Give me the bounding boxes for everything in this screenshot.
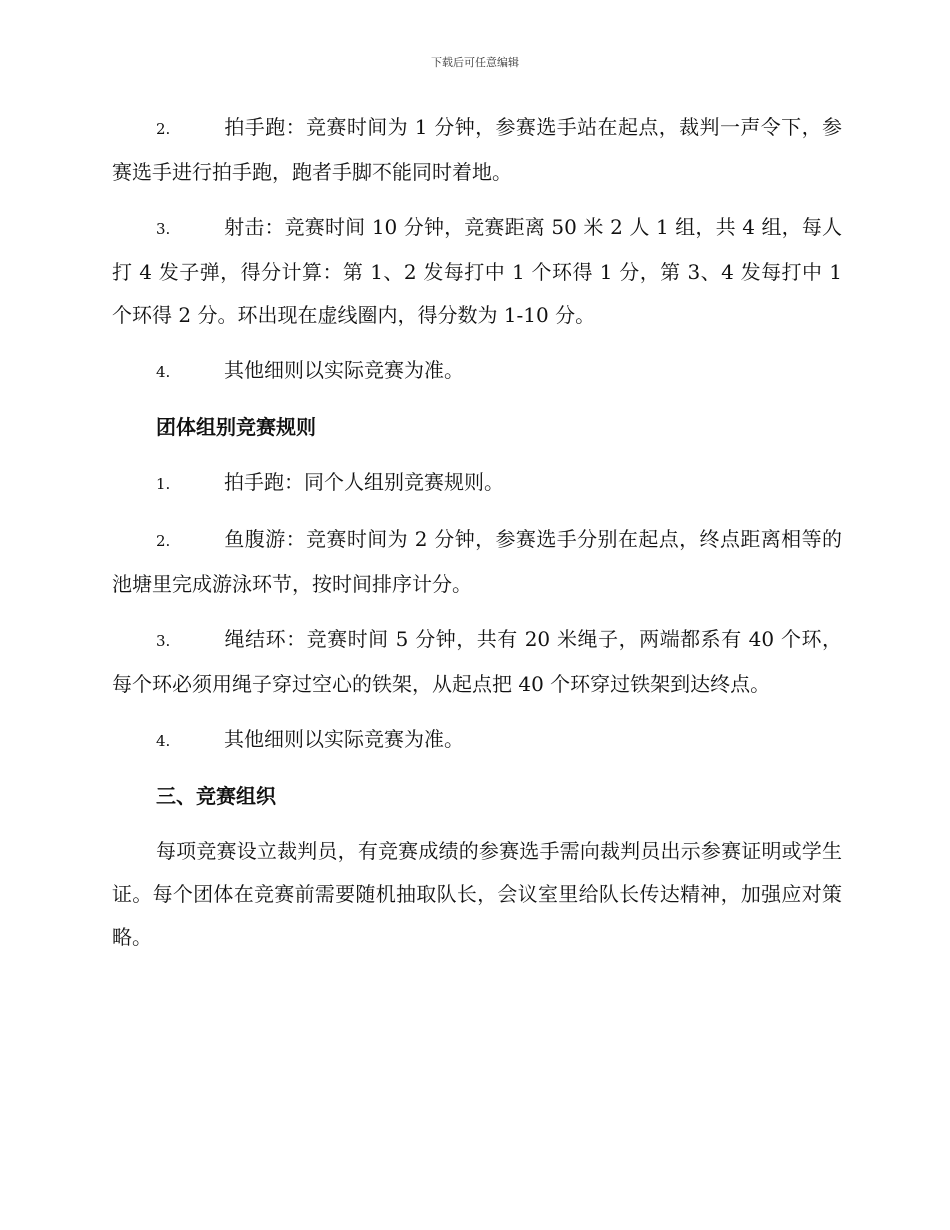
document-body [112,106,842,971]
list-item [112,618,842,706]
page-header: 下载后可任意编辑 [431,56,519,69]
section-heading-organization: 三、竞赛组织 [156,784,276,808]
list-text: 射击：竞赛时间 10 分钟，竞赛距离 50 米 2 人 1 组，共 4 组，每人打 4 发子弹，得分计算：第 1、2 发每打中 1 个环得 1 分，第 3、4 发每打中 1 个环得 2 分。环出现在虚线圈内，得分数为 1-10 分。 [112,215,842,327]
list-number: 3. [156,220,171,238]
list-number: 2. [156,532,171,550]
section-heading-team: 团体组别竞赛规则 [156,415,316,439]
list-text: 鱼腹游：竞赛时间为 2 分钟，参赛选手分别在起点，终点距离相等的池塘里完成游泳环节，按时间排序计分。 [112,527,842,596]
list-text: 拍手跑：竞赛时间为 1 分钟，参赛选手站在起点，裁判一声令下，参赛选手进行拍手跑，跑者手脚不能同时着地。 [112,115,842,184]
list-text: 其他细则以实际竞赛为准。 [224,727,464,751]
list-item [112,718,842,763]
list-item [112,349,842,394]
list-number: 4. [156,363,171,381]
list-number: 4. [156,732,171,750]
list-number: 3. [156,632,171,650]
list-number: 1. [156,475,171,493]
list-item [112,106,842,194]
list-text: 绳结环：竞赛时间 5 分钟，共有 20 米绳子，两端都系有 40 个环，每个环必须用绳子穿过空心的铁架，从起点把 40 个环穿过铁架到达终点。 [112,627,842,696]
list-item [112,518,842,606]
list-item [112,206,842,337]
list-number: 2. [156,120,171,138]
list-item [112,461,842,506]
list-text: 拍手跑：同个人组别竞赛规则。 [224,470,504,494]
section3-paragraph: 每项竞赛设立裁判员，有竞赛成绩的参赛选手需向裁判员出示参赛证明或学生证。每个团体在竞赛前需要随机抽取队长，会议室里给队长传达精神，加强应对策略。 [112,839,842,949]
list-text: 其他细则以实际竞赛为准。 [224,358,464,382]
